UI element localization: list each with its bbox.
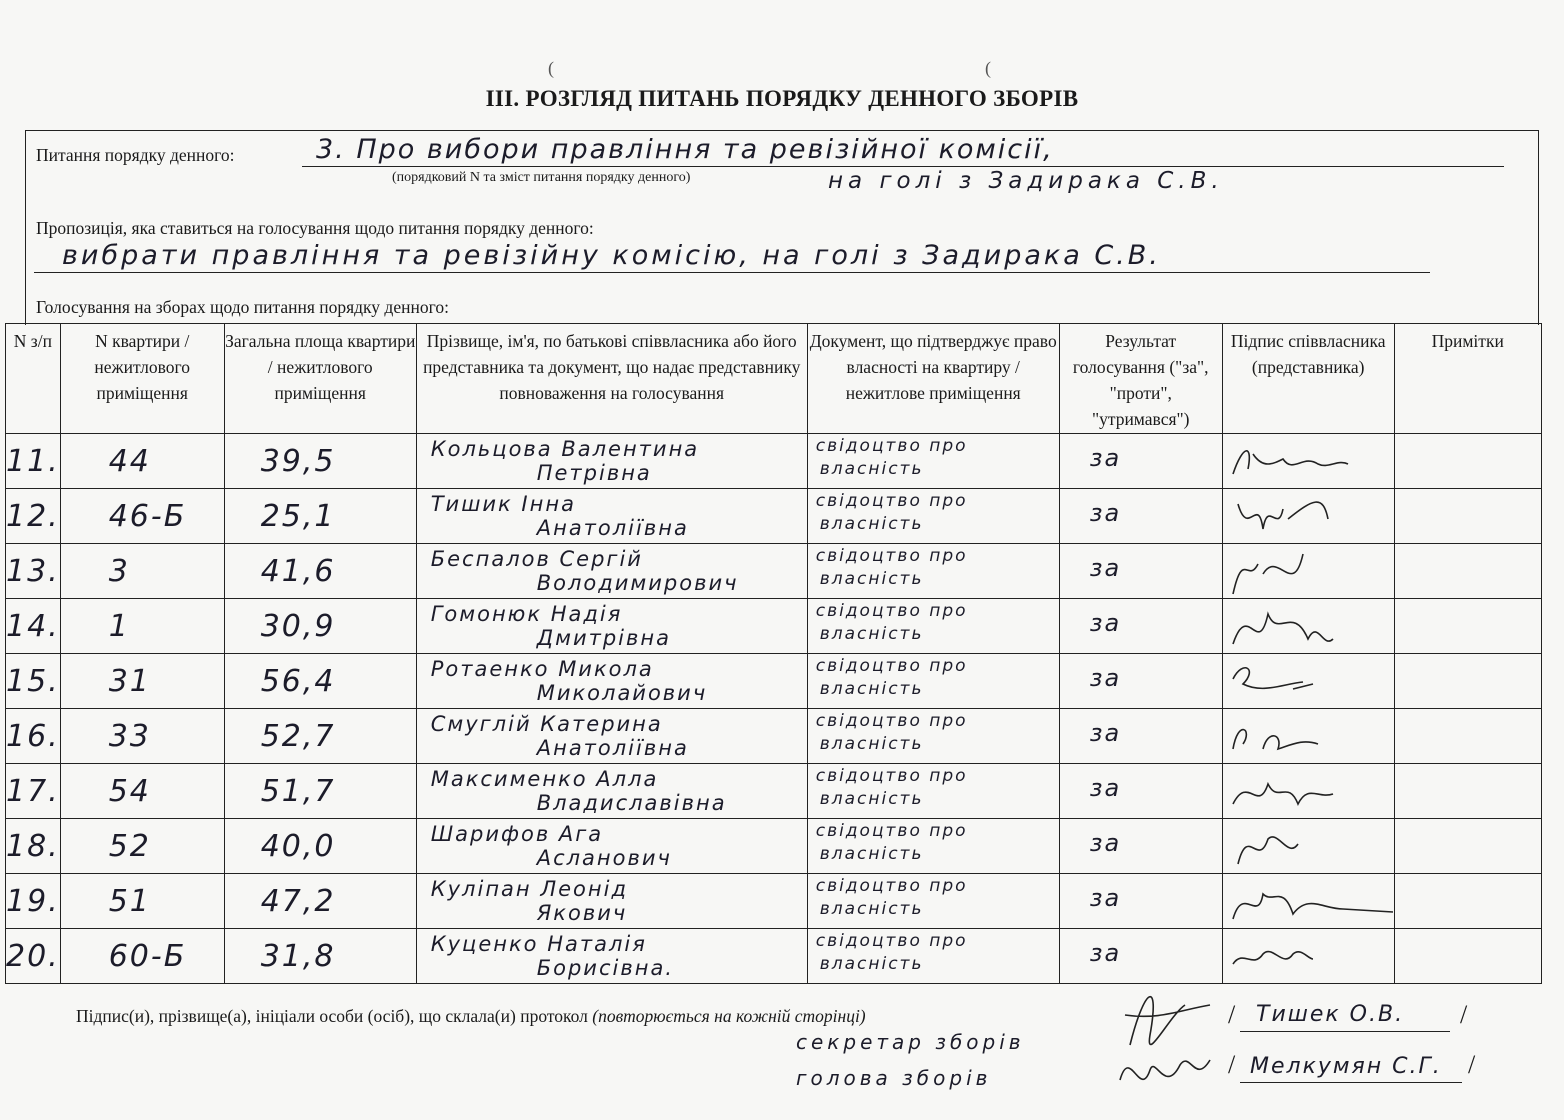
owner-signature — [1222, 929, 1394, 984]
row-number: 18. — [6, 819, 61, 874]
secretary-role: секретар зборів — [796, 1030, 1025, 1054]
apartment-area: 31,8 — [224, 929, 416, 984]
owner-name: Шарифов Ага Асланович — [416, 819, 807, 874]
vote-result: за — [1059, 929, 1222, 984]
owner-name: Куліпан Леонід Якович — [416, 874, 807, 929]
row-number: 19. — [6, 874, 61, 929]
vote-result: за — [1059, 874, 1222, 929]
notes-cell — [1394, 819, 1541, 874]
ownership-document: свідоцтво про власність — [807, 874, 1059, 929]
header-owner-name: Прізвище, ім'я, по батькові співвласника або його представника та документ, що надає представнику повноваження на голосування — [416, 324, 807, 434]
vote-result: за — [1059, 709, 1222, 764]
apartment-area: 52,7 — [224, 709, 416, 764]
ownership-document: свідоцтво про власність — [807, 434, 1059, 489]
ownership-document: свідоцтво про власність — [807, 929, 1059, 984]
notes-cell — [1394, 764, 1541, 819]
header-vote-result: Результат голосування ("за", "проти", "утримався") — [1059, 324, 1222, 434]
row-number: 13. — [6, 544, 61, 599]
apartment-area: 51,7 — [224, 764, 416, 819]
ownership-document: свідоцтво про власність — [807, 544, 1059, 599]
row-number: 16. — [6, 709, 61, 764]
apartment-area: 41,6 — [224, 544, 416, 599]
page-title: ІІІ. РОЗГЛЯД ПИТАНЬ ПОРЯДКУ ДЕННОГО ЗБОРІВ — [485, 86, 1079, 111]
apartment-number: 44 — [60, 434, 224, 489]
voting-label: Голосування на зборах щодо питання порядку денного: — [36, 297, 449, 317]
vote-result: за — [1059, 544, 1222, 599]
secretary-name: Тишек О.В. — [1256, 1002, 1405, 1027]
row-number: 12. — [6, 489, 61, 544]
owner-signature — [1222, 709, 1394, 764]
stray-mark: ( — [548, 58, 554, 78]
notes-cell — [1394, 929, 1541, 984]
vote-result: за — [1059, 654, 1222, 709]
table-row — [6, 819, 1542, 874]
header-notes: Примітки — [1394, 324, 1541, 434]
owner-signature — [1222, 434, 1394, 489]
owner-signature — [1222, 599, 1394, 654]
owner-signature — [1222, 544, 1394, 599]
apartment-area: 56,4 — [224, 654, 416, 709]
apartment-area: 40,0 — [224, 819, 416, 874]
apartment-area: 39,5 — [224, 434, 416, 489]
table-row — [6, 489, 1542, 544]
notes-cell — [1394, 599, 1541, 654]
proposal-label: Пропозиція, яка ставиться на голосування щодо питання порядку денного: — [36, 218, 594, 238]
owner-signature — [1222, 874, 1394, 929]
ownership-document: свідоцтво про власність — [807, 764, 1059, 819]
table-row — [6, 654, 1542, 709]
ownership-document: свідоцтво про власність — [807, 819, 1059, 874]
ownership-document: свідоцтво про власність — [807, 489, 1059, 544]
apartment-number: 3 — [60, 544, 224, 599]
apartment-area: 30,9 — [224, 599, 416, 654]
apartment-area: 47,2 — [224, 874, 416, 929]
agenda-label: Питання порядку денного: — [36, 145, 235, 165]
table-row — [6, 599, 1542, 654]
proposal-underline — [34, 272, 1430, 273]
table-row — [6, 929, 1542, 984]
apartment-area: 25,1 — [224, 489, 416, 544]
stray-mark: ( — [985, 58, 991, 78]
ownership-document: свідоцтво про власність — [807, 599, 1059, 654]
notes-cell — [1394, 544, 1541, 599]
owner-name: Гомонюк Надія Дмитрівна — [416, 599, 807, 654]
table-row — [6, 434, 1542, 489]
row-number: 15. — [6, 654, 61, 709]
apartment-number: 60-Б — [60, 929, 224, 984]
apartment-number: 31 — [60, 654, 224, 709]
vote-result: за — [1059, 599, 1222, 654]
vote-result: за — [1059, 489, 1222, 544]
owner-signature — [1222, 654, 1394, 709]
owner-name: Смуглій Катерина Анатоліївна — [416, 709, 807, 764]
table-row — [6, 764, 1542, 819]
notes-cell — [1394, 709, 1541, 764]
owner-name: Тишик Інна Анатоліївна — [416, 489, 807, 544]
agenda-value-line2: на голі з Задирака С.В. — [828, 168, 1224, 194]
ownership-document: свідоцтво про власність — [807, 709, 1059, 764]
agenda-caption: (порядковий N та зміст питання порядку денного) — [392, 170, 691, 185]
owner-signature — [1222, 489, 1394, 544]
table-row — [6, 874, 1542, 929]
apartment-number: 54 — [60, 764, 224, 819]
header-apartment: N квартири / нежитлового приміщення — [60, 324, 224, 434]
row-number: 17. — [6, 764, 61, 819]
row-number: 14. — [6, 599, 61, 654]
owner-signature — [1222, 819, 1394, 874]
header-number: N з/п — [6, 324, 61, 434]
row-number: 20. — [6, 929, 61, 984]
chair-signature — [1110, 1040, 1220, 1110]
apartment-number: 52 — [60, 819, 224, 874]
table-row — [6, 544, 1542, 599]
notes-cell — [1394, 434, 1541, 489]
ownership-document: свідоцтво про власність — [807, 654, 1059, 709]
vote-result: за — [1059, 434, 1222, 489]
chair-role: голова зборів — [796, 1066, 992, 1090]
header-signature: Підпис співвласника (представника) — [1222, 324, 1394, 434]
notes-cell — [1394, 654, 1541, 709]
table-row — [6, 709, 1542, 764]
owner-name: Куценко Наталія Борисівна. — [416, 929, 807, 984]
notes-cell — [1394, 874, 1541, 929]
apartment-number: 1 — [60, 599, 224, 654]
vote-result: за — [1059, 819, 1222, 874]
chair-name: Мелкумян С.Г. — [1250, 1054, 1442, 1079]
row-number: 11. — [6, 434, 61, 489]
footer-label: Підпис(и), прізвище(а), ініціали особи (осіб), що склала(и) протокол (повторюється на кожній сторінці) — [76, 1006, 866, 1026]
vote-result: за — [1059, 764, 1222, 819]
proposal-value: вибрати правління та ревізійну комісію, на голі з Задирака С.В. — [62, 240, 1161, 271]
owner-signature — [1222, 764, 1394, 819]
notes-cell — [1394, 489, 1541, 544]
owner-name: Кольцова Валентина Петрівна — [416, 434, 807, 489]
apartment-number: 33 — [60, 709, 224, 764]
voting-table — [5, 323, 1542, 984]
apartment-number: 51 — [60, 874, 224, 929]
header-area: Загальна площа квартири / нежитлового приміщення — [224, 324, 416, 434]
agenda-value-line1: 3. Про вибори правління та ревізійної комісії, — [316, 134, 1054, 165]
owner-name: Беспалов Сергій Володимирович — [416, 544, 807, 599]
header-ownership-document: Документ, що підтверджує право власності на квартиру / нежитлове приміщення — [807, 324, 1059, 434]
apartment-number: 46-Б — [60, 489, 224, 544]
owner-name: Ротаенко Микола Миколайович — [416, 654, 807, 709]
agenda-underline — [302, 166, 1504, 167]
owner-name: Максименко Алла Владиславівна — [416, 764, 807, 819]
